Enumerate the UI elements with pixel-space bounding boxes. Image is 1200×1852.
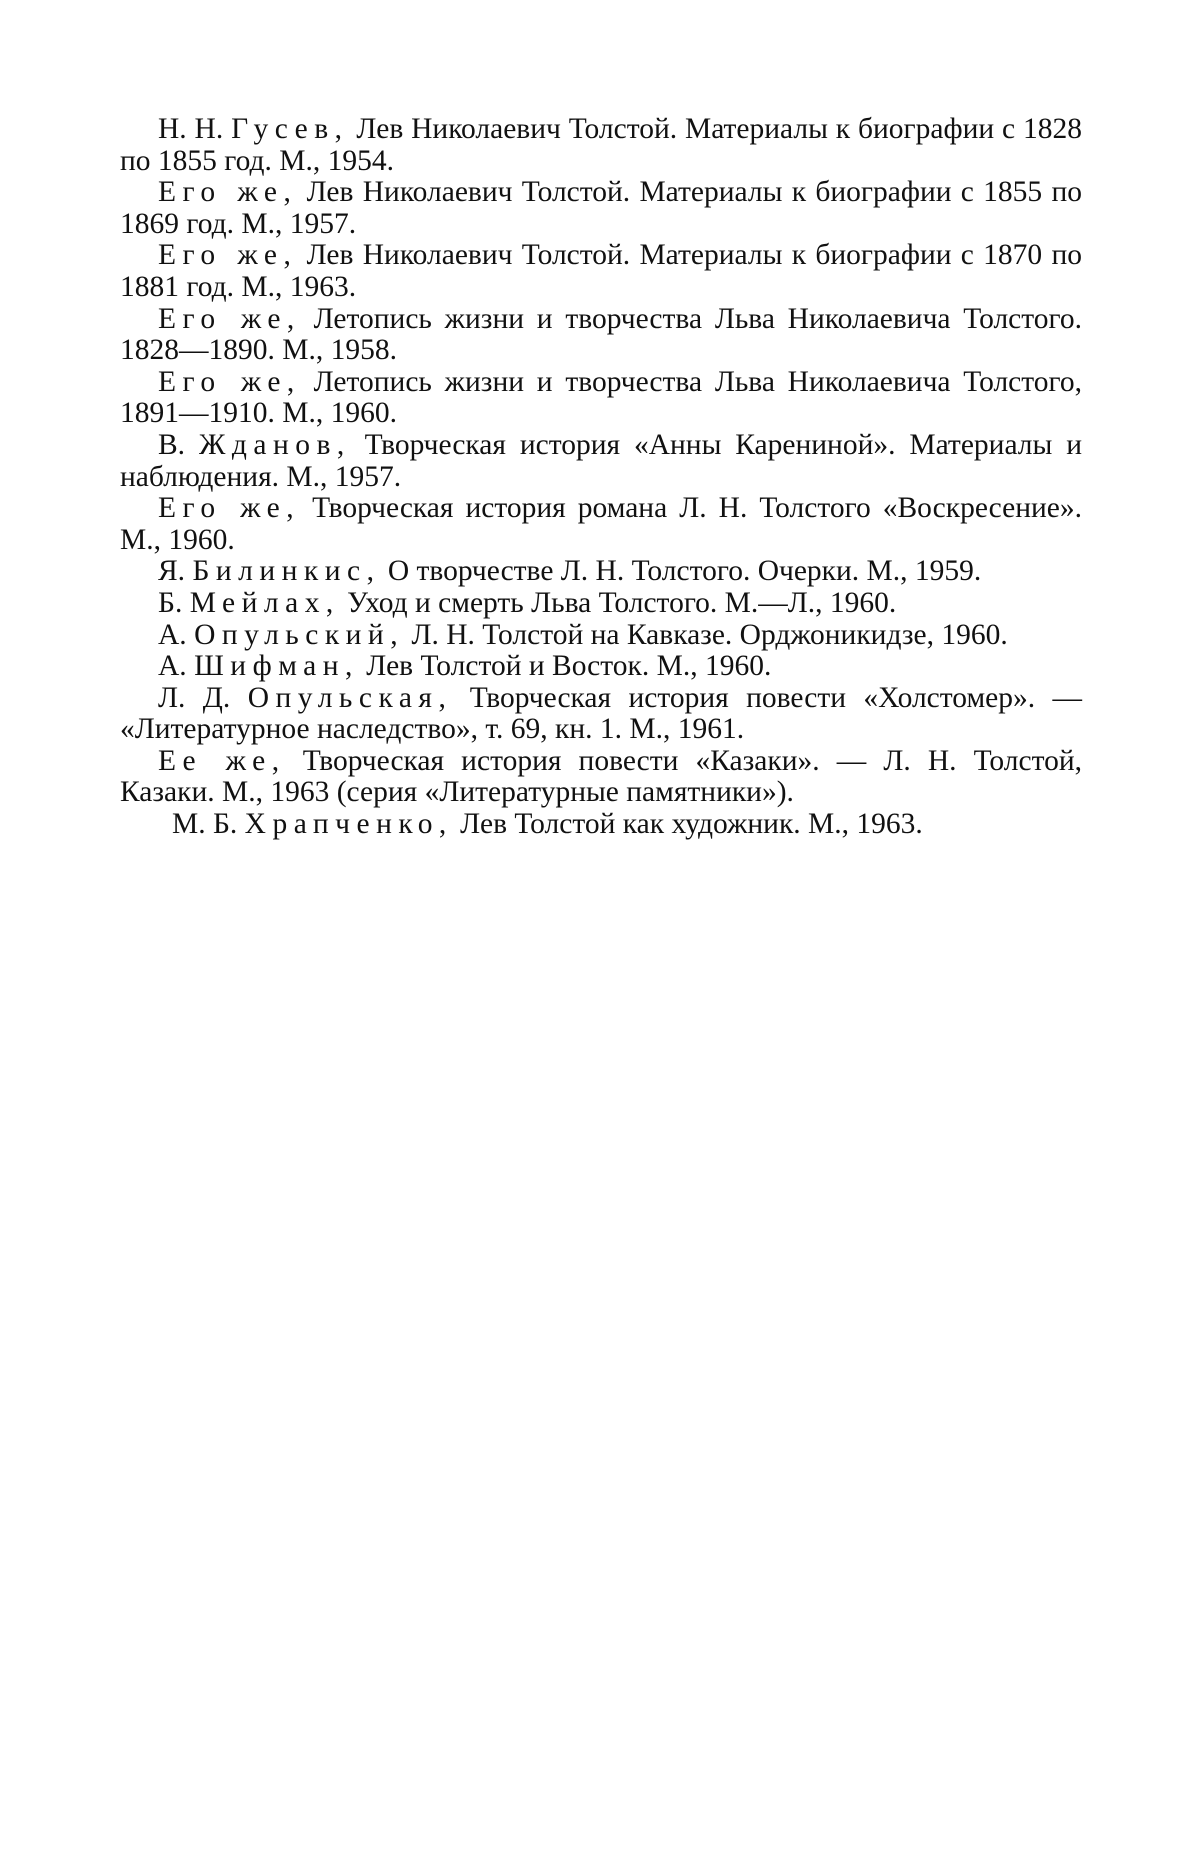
entry-author: Билинкис,	[192, 555, 381, 588]
entry-text: Творческая история «Анны Карениной». Материалы и наблюдения. М., 1957.	[120, 428, 1083, 493]
bibliography-entry	[120, 588, 1082, 620]
entry-initials: Я.	[158, 555, 186, 588]
bibliography-entry	[120, 177, 1082, 240]
bibliography-entry	[120, 304, 1082, 367]
entry-text: Лев Николаевич Толстой. Материалы к биографии с 1828 по 1855 год. М., 1954.	[120, 113, 1082, 177]
entry-text: Творческая история повести «Казаки». — Л. Н. Толстой, Казаки. М., 1963 (серия «Литературные памятники»).	[120, 744, 1083, 809]
bibliography-entry	[120, 556, 1082, 588]
entry-author: Храпченко,	[244, 808, 453, 841]
entry-initials: А.	[158, 618, 187, 651]
entry-text: Творческая история романа Л. Н. Толстого «Воскресение». М., 1960.	[120, 492, 1082, 556]
bibliography-entry	[120, 746, 1082, 809]
entry-text: Летопись жизни и творчества Льва Николаевича Толстого. 1828—1890. М., 1958.	[120, 302, 1083, 367]
entry-initials: В.	[158, 428, 186, 461]
entry-initials: М. Б.	[172, 808, 238, 841]
bibliography-entry	[120, 651, 1082, 683]
entry-author: Его же,	[158, 365, 301, 398]
bibliography-entry	[120, 430, 1082, 493]
entry-author: Шифман,	[194, 650, 359, 683]
entry-author: Его же,	[158, 492, 301, 525]
entry-text: Уход и смерть Льва Толстого. М.—Л., 1960.	[347, 586, 897, 619]
entry-author: Его же,	[158, 176, 298, 209]
bibliography-entry	[120, 809, 1082, 841]
entry-author: Ее же,	[158, 744, 286, 777]
entry-text: Лев Толстой как художник. М., 1963.	[460, 808, 923, 841]
bibliography-entry	[120, 367, 1082, 430]
bibliography-entry	[120, 114, 1082, 177]
entry-initials: Н. Н.	[158, 113, 224, 145]
entry-author: Опульская,	[247, 681, 453, 714]
entry-text: Лев Толстой и Восток. М., 1960.	[366, 650, 772, 683]
entry-author: Его же,	[158, 302, 301, 335]
entry-author: Его же,	[158, 239, 298, 272]
entry-author: Гусев,	[231, 113, 349, 145]
entry-text: Лев Николаевич Толстой. Материалы к биографии с 1855 по 1869 год. М., 1957.	[120, 176, 1083, 240]
entry-text: Летопись жизни и творчества Льва Николаевича Толстого, 1891—1910. М., 1960.	[120, 365, 1083, 430]
entry-author: Жданов,	[198, 428, 351, 461]
bibliography-list	[120, 114, 1082, 841]
entry-initials: А.	[158, 650, 187, 683]
bibliography-entry	[120, 620, 1082, 652]
entry-text: О творчестве Л. Н. Толстого. Очерки. М., 1959.	[387, 555, 982, 588]
bibliography-entry	[120, 683, 1082, 746]
bibliography-entry	[120, 240, 1082, 303]
entry-text: Л. Н. Толстой на Кавказе. Орджоникидзе, 1960.	[411, 618, 1008, 651]
entry-text: Творческая история повести «Холстомер». — «Литературное наследство», т. 69, кн. 1. М., 1961.	[120, 681, 1083, 746]
entry-initials: Б.	[158, 586, 183, 619]
entry-author: Мейлах,	[189, 586, 340, 619]
entry-author: Опульский,	[194, 618, 405, 651]
bibliography-entry	[120, 493, 1082, 556]
entry-initials: Л. Д.	[158, 681, 231, 714]
entry-text: Лев Николаевич Толстой. Материалы к биографии с 1870 по 1881 год. М., 1963.	[120, 239, 1083, 303]
